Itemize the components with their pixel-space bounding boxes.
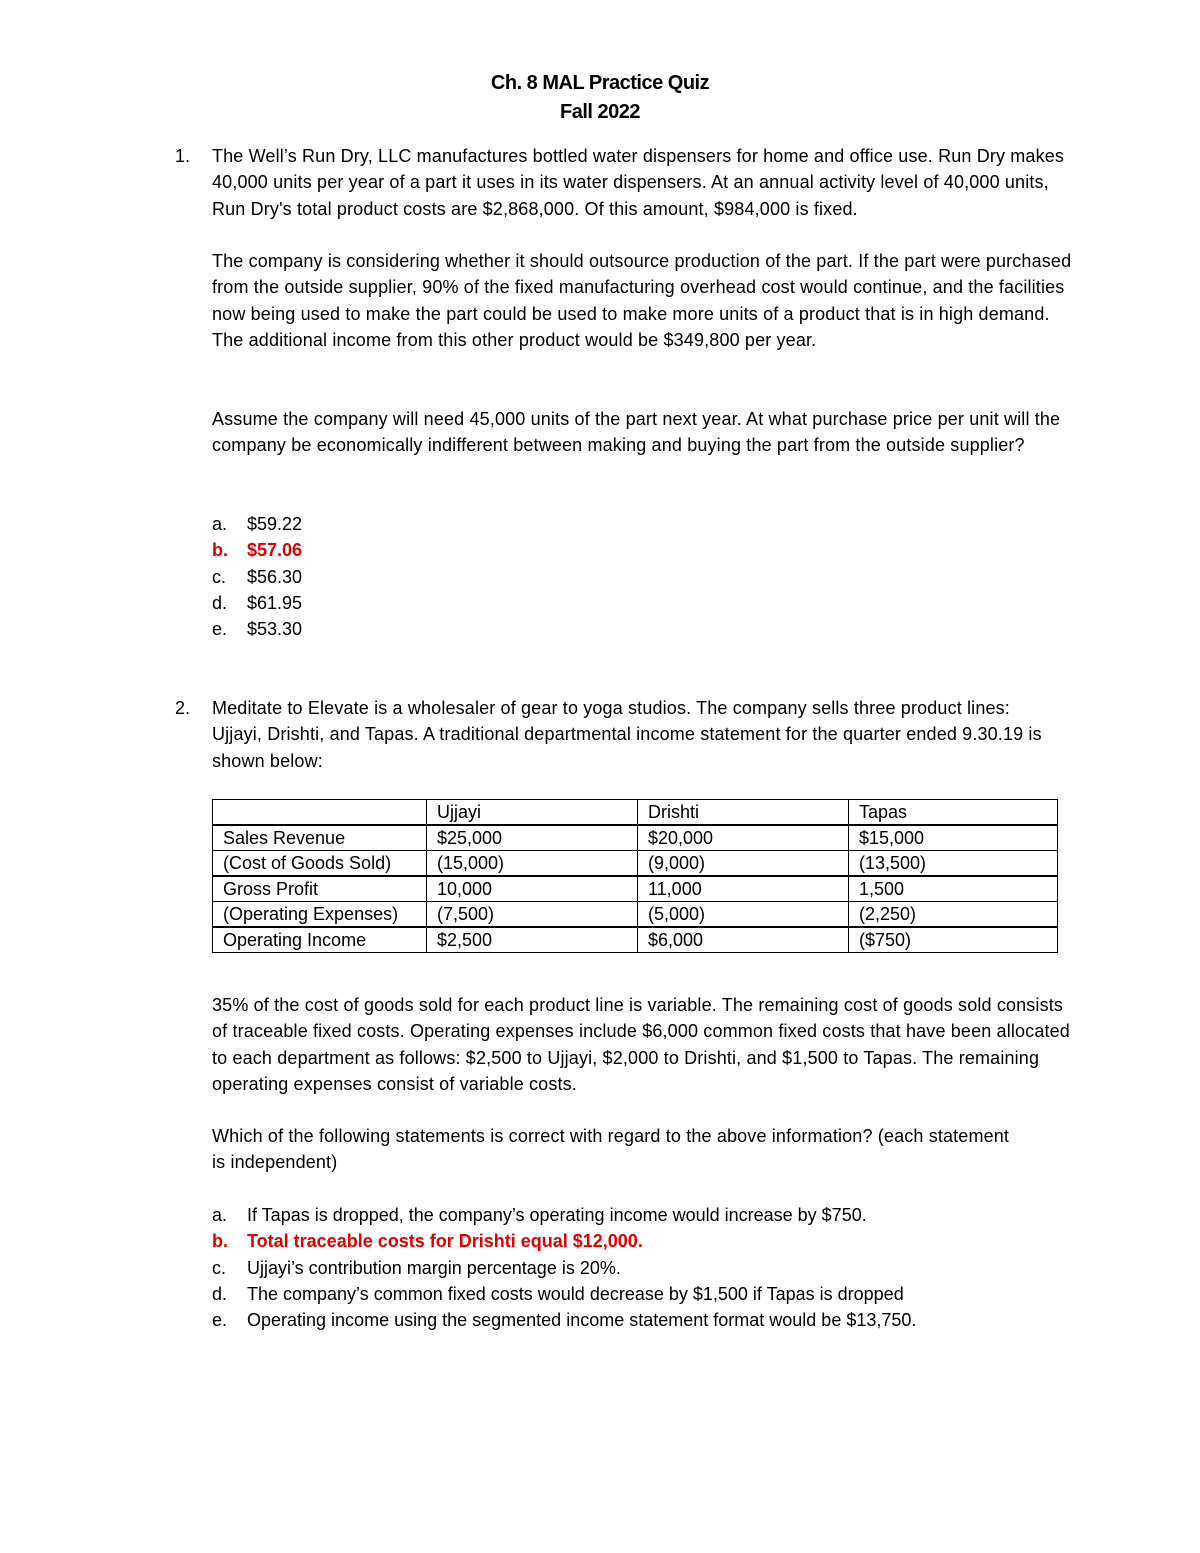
question-2-paragraph-1 bbox=[212, 992, 1072, 1097]
question-2-intro-text: Meditate to Elevate is a wholesaler of gear to yoga studios. The company sells three product lines: Ujjayi, Drishti, and Tapas. A traditional departmental income statement for the quarter ended 9.30.19 is shown below: bbox=[212, 698, 1042, 771]
table-cell: $25,000 bbox=[427, 825, 638, 851]
option-text: Total traceable costs for Drishti equal $12,000. bbox=[247, 1231, 643, 1252]
question-1-paragraph-3 bbox=[212, 406, 1072, 459]
option-letter: d. bbox=[212, 592, 228, 613]
table-header-cell: Drishti bbox=[638, 800, 849, 826]
option-letter: e. bbox=[212, 1310, 228, 1331]
table-row bbox=[213, 825, 1058, 851]
document-subtitle: Fall 2022 bbox=[559, 101, 640, 123]
option-letter: c. bbox=[212, 1257, 227, 1278]
table-cell: Sales Revenue bbox=[213, 825, 427, 851]
table-header-row bbox=[213, 800, 1058, 826]
option-text: $59.22 bbox=[247, 514, 303, 534]
table-cell: ($750) bbox=[849, 927, 1058, 953]
option-letter: d. bbox=[212, 1283, 228, 1304]
option-text: Operating income using the segmented income statement format would be $13,750. bbox=[247, 1310, 917, 1331]
question-1-text-1: The Well’s Run Dry, LLC manufactures bottled water dispensers for home and office use. Run Dry makes 40,000 units per year of a part it uses in its water dispensers. At an annual activity level of 40,000 units, Run Dry's total product costs are $2,868,000. Of this amount, $984,000 is fixed. bbox=[212, 146, 1065, 219]
option-letter: a. bbox=[212, 514, 228, 534]
table-cell: $15,000 bbox=[849, 825, 1058, 851]
question-2-text-1: 35% of the cost of goods sold for each product line is variable. The remaining cost of goods sold consists of traceable fixed costs. Operating expenses include $6,000 common fixed costs that have been allocated to each department as follows: $2,500 to Ujjayi, $2,000 to Drishti, and $1,500 to Tapas. The remaining operating expenses consist of variable costs. bbox=[212, 995, 1070, 1094]
table-cell: (Cost of Goods Sold) bbox=[213, 851, 427, 877]
table-cell: $2,500 bbox=[427, 927, 638, 953]
table-row bbox=[213, 927, 1058, 953]
table-cell: 11,000 bbox=[638, 876, 849, 902]
table-cell: Gross Profit bbox=[213, 876, 427, 902]
option-text: $57.06 bbox=[247, 540, 303, 561]
option-letter: e. bbox=[212, 619, 228, 640]
table-cell: Operating Income bbox=[213, 927, 427, 953]
table-cell: $20,000 bbox=[638, 825, 849, 851]
question-1-paragraph-1 bbox=[212, 143, 1072, 222]
table-cell: (7,500) bbox=[427, 902, 638, 928]
table-header-cell: Tapas bbox=[849, 800, 1058, 826]
table-cell: 10,000 bbox=[427, 876, 638, 902]
table-cell: (13,500) bbox=[849, 851, 1058, 877]
table-row bbox=[213, 876, 1058, 902]
question-1-text-3: Assume the company will need 45,000 units of the part next year. At what purchase price per unit will the company be economically indifferent between making and buying the part from the outside supplier? bbox=[212, 409, 1061, 456]
table-cell: (Operating Expenses) bbox=[213, 902, 427, 928]
table-row bbox=[213, 902, 1058, 928]
table-cell: (15,000) bbox=[427, 851, 638, 877]
question-1-paragraph-2 bbox=[212, 248, 1072, 353]
option-text: $61.95 bbox=[247, 592, 303, 613]
question-1-text-2: The company is considering whether it should outsource production of the part. If the part were purchased from the outside supplier, 90% of the fixed manufacturing overhead cost would continue, and the facilities now being used to make the part could be used to make more units of a product that is in high demand. The additional income from this other product would be $349,800 per year. bbox=[212, 251, 1072, 350]
table-header-cell: Ujjayi bbox=[427, 800, 638, 826]
question-2-intro bbox=[212, 695, 1042, 774]
question-1-number: 1. bbox=[175, 146, 191, 166]
option-text: $56.30 bbox=[247, 566, 303, 587]
question-2-text-2: Which of the following statements is correct with regard to the above information? (each statement is independent) bbox=[212, 1126, 1010, 1173]
option-text: Ujjayi’s contribution margin percentage is 20%. bbox=[247, 1257, 621, 1278]
document-title: Ch. 8 MAL Practice Quiz bbox=[490, 72, 710, 94]
option-text: $53.30 bbox=[247, 619, 303, 640]
table-header-cell bbox=[213, 800, 427, 826]
table-cell: (5,000) bbox=[638, 902, 849, 928]
option-letter: a. bbox=[212, 1205, 228, 1225]
table-cell: (2,250) bbox=[849, 902, 1058, 928]
option-letter: b. bbox=[212, 1231, 228, 1252]
option-text: The company’s common fixed costs would decrease by $1,500 if Tapas is dropped bbox=[247, 1283, 904, 1304]
question-2-paragraph-2 bbox=[212, 1123, 1012, 1176]
income-statement-table bbox=[212, 799, 1058, 953]
table-cell: (9,000) bbox=[638, 851, 849, 877]
option-letter: b. bbox=[212, 540, 228, 561]
table-row bbox=[213, 851, 1058, 877]
table-cell: $6,000 bbox=[638, 927, 849, 953]
option-letter: c. bbox=[212, 566, 227, 587]
question-2-number: 2. bbox=[175, 698, 191, 718]
option-text: If Tapas is dropped, the company’s operating income would increase by $750. bbox=[247, 1205, 867, 1225]
table-cell: 1,500 bbox=[849, 876, 1058, 902]
